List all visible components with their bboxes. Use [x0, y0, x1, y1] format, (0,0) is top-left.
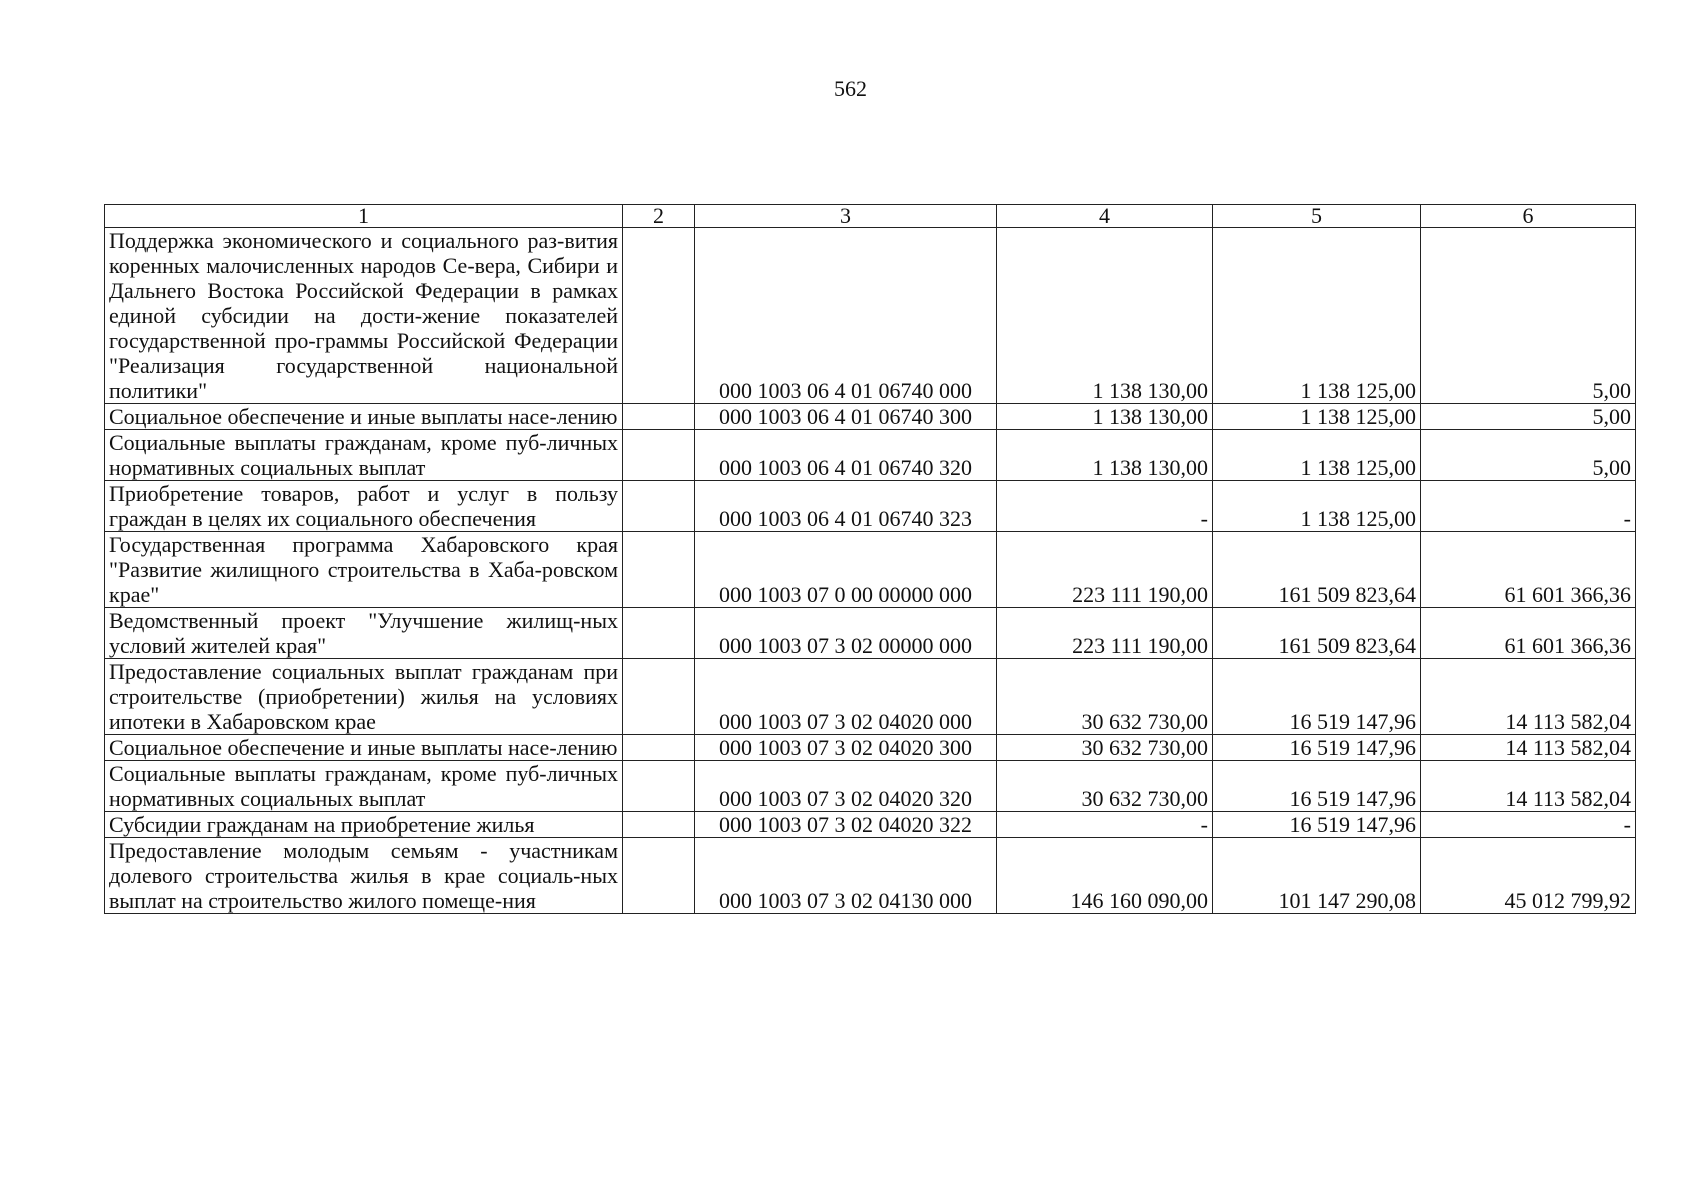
row-name: Ведомственный проект "Улучшение жилищ-ных условий жителей края" — [105, 608, 623, 659]
row-code: 000 1003 07 3 02 04020 300 — [695, 735, 997, 761]
row-value-5: 161 509 823,64 — [1213, 608, 1421, 659]
row-name: Государственная программа Хабаровского края "Развитие жилищного строительства в Хаба-ровском крае" — [105, 532, 623, 608]
row-col2 — [623, 228, 695, 404]
row-value-5: 1 138 125,00 — [1213, 404, 1421, 430]
row-value-5: 1 138 125,00 — [1213, 481, 1421, 532]
row-col2 — [623, 838, 695, 914]
row-col2 — [623, 430, 695, 481]
header-cell-5: 5 — [1213, 205, 1421, 228]
row-value-5: 16 519 147,96 — [1213, 812, 1421, 838]
row-value-4: 30 632 730,00 — [997, 735, 1213, 761]
header-cell-3: 3 — [695, 205, 997, 228]
table-row — [105, 228, 1636, 404]
row-value-5: 1 138 125,00 — [1213, 228, 1421, 404]
row-value-4: 223 111 190,00 — [997, 608, 1213, 659]
row-code: 000 1003 07 3 02 04020 000 — [695, 659, 997, 735]
table-header-row — [105, 205, 1636, 228]
row-name: Предоставление социальных выплат гражданам при строительстве (приобретении) жилья на условиях ипотеки в Хабаровском крае — [105, 659, 623, 735]
header-cell-1: 1 — [105, 205, 623, 228]
row-name: Социальные выплаты гражданам, кроме пуб-личных нормативных социальных выплат — [105, 761, 623, 812]
table-row — [105, 659, 1636, 735]
table-row — [105, 481, 1636, 532]
row-value-5: 16 519 147,96 — [1213, 659, 1421, 735]
row-col2 — [623, 812, 695, 838]
row-value-4: 146 160 090,00 — [997, 838, 1213, 914]
row-code: 000 1003 06 4 01 06740 000 — [695, 228, 997, 404]
row-value-4: 1 138 130,00 — [997, 228, 1213, 404]
table-row — [105, 761, 1636, 812]
table-row — [105, 404, 1636, 430]
header-cell-4: 4 — [997, 205, 1213, 228]
row-code: 000 1003 07 0 00 00000 000 — [695, 532, 997, 608]
row-value-6: 45 012 799,92 — [1421, 838, 1636, 914]
row-col2 — [623, 532, 695, 608]
row-code: 000 1003 06 4 01 06740 323 — [695, 481, 997, 532]
row-name: Социальное обеспечение и иные выплаты насе-лению — [105, 735, 623, 761]
row-code: 000 1003 06 4 01 06740 320 — [695, 430, 997, 481]
table-row — [105, 608, 1636, 659]
page-number: 562 — [834, 76, 867, 101]
row-col2 — [623, 761, 695, 812]
table-row — [105, 532, 1636, 608]
row-value-5: 16 519 147,96 — [1213, 735, 1421, 761]
row-value-4: - — [997, 812, 1213, 838]
row-col2 — [623, 404, 695, 430]
row-code: 000 1003 07 3 02 04020 320 — [695, 761, 997, 812]
row-code: 000 1003 07 3 02 04130 000 — [695, 838, 997, 914]
row-value-5: 161 509 823,64 — [1213, 532, 1421, 608]
row-name: Поддержка экономического и социального раз-вития коренных малочисленных народов Се-вера, Сибири и Дальнего Востока Российской Федерации в рамках единой субсидии на дости-жение показателей государственной про-граммы Российской Федерации "Реализация государственной национальной политики" — [105, 228, 623, 404]
row-code: 000 1003 06 4 01 06740 300 — [695, 404, 997, 430]
row-value-6: 61 601 366,36 — [1421, 532, 1636, 608]
row-value-5: 101 147 290,08 — [1213, 838, 1421, 914]
row-value-6: 14 113 582,04 — [1421, 735, 1636, 761]
row-value-6: - — [1421, 481, 1636, 532]
row-name: Субсидии гражданам на приобретение жилья — [105, 812, 623, 838]
row-name: Социальные выплаты гражданам, кроме пуб-личных нормативных социальных выплат — [105, 430, 623, 481]
row-value-4: 223 111 190,00 — [997, 532, 1213, 608]
row-value-6: 5,00 — [1421, 430, 1636, 481]
row-value-4: - — [997, 481, 1213, 532]
row-code: 000 1003 07 3 02 00000 000 — [695, 608, 997, 659]
row-value-4: 30 632 730,00 — [997, 659, 1213, 735]
row-col2 — [623, 735, 695, 761]
row-value-4: 1 138 130,00 — [997, 404, 1213, 430]
row-value-6: 5,00 — [1421, 404, 1636, 430]
row-name: Приобретение товаров, работ и услуг в пользу граждан в целях их социального обеспечения — [105, 481, 623, 532]
row-value-4: 30 632 730,00 — [997, 761, 1213, 812]
row-value-6: 5,00 — [1421, 228, 1636, 404]
row-col2 — [623, 608, 695, 659]
row-col2 — [623, 481, 695, 532]
row-value-4: 1 138 130,00 — [997, 430, 1213, 481]
row-col2 — [623, 659, 695, 735]
row-value-6: 61 601 366,36 — [1421, 608, 1636, 659]
row-value-6: 14 113 582,04 — [1421, 761, 1636, 812]
row-name: Социальное обеспечение и иные выплаты насе-лению — [105, 404, 623, 430]
row-value-6: - — [1421, 812, 1636, 838]
budget-table — [104, 204, 1636, 914]
table-row — [105, 735, 1636, 761]
row-code: 000 1003 07 3 02 04020 322 — [695, 812, 997, 838]
table-row — [105, 838, 1636, 914]
header-cell-2: 2 — [623, 205, 695, 228]
row-name: Предоставление молодым семьям - участникам долевого строительства жилья в крае социаль-ных выплат на строительство жилого помеще-ния — [105, 838, 623, 914]
row-value-5: 1 138 125,00 — [1213, 430, 1421, 481]
table-row — [105, 430, 1636, 481]
table-row — [105, 812, 1636, 838]
row-value-5: 16 519 147,96 — [1213, 761, 1421, 812]
row-value-6: 14 113 582,04 — [1421, 659, 1636, 735]
header-cell-6: 6 — [1421, 205, 1636, 228]
